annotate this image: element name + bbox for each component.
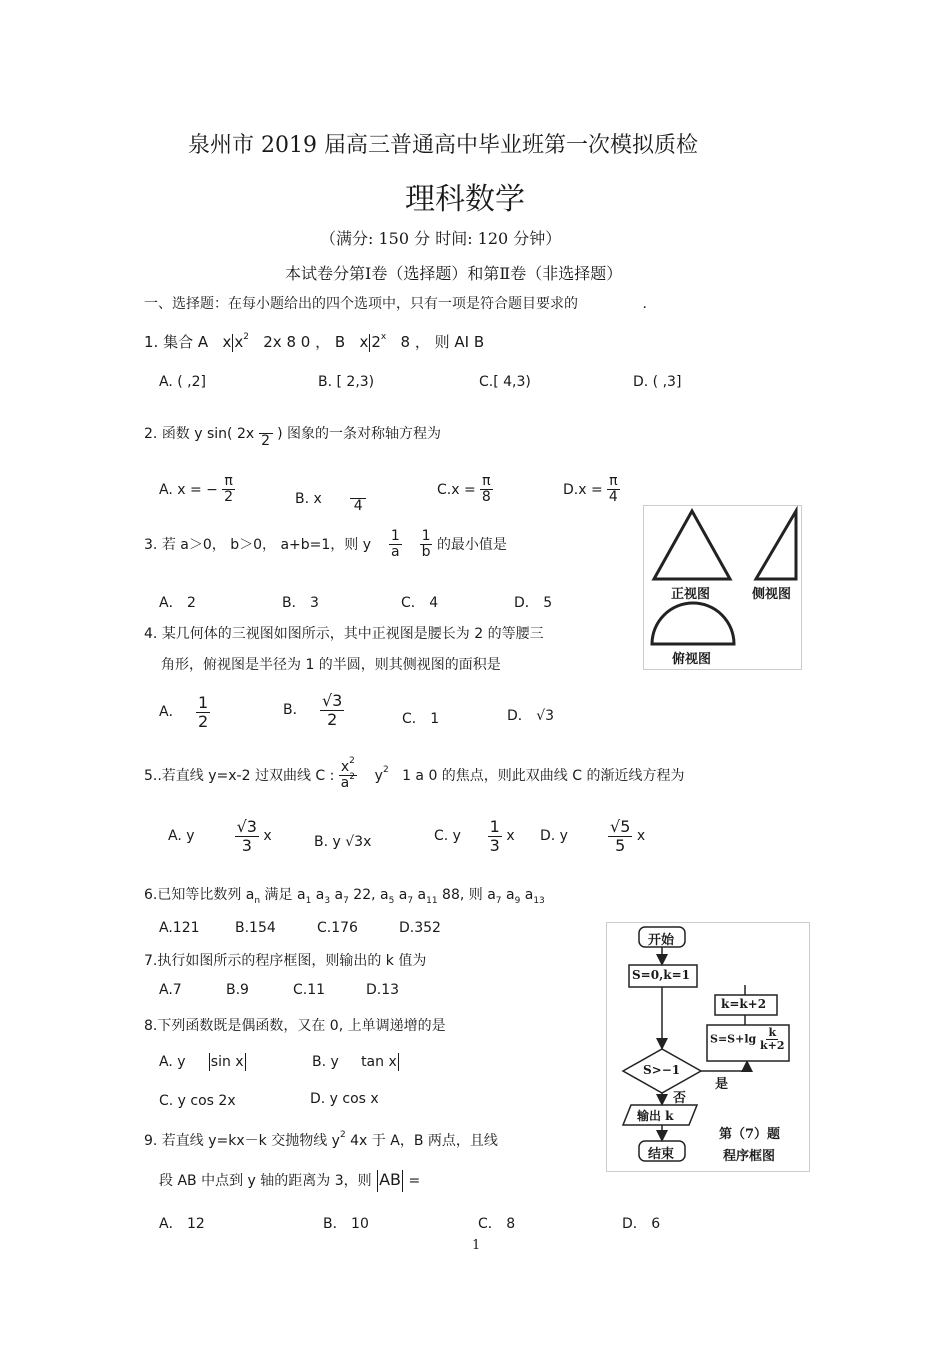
q3-d1: a [390,544,400,561]
flowchart-figure [606,922,810,1172]
abs-bar [209,1053,210,1071]
q2-a-num: π [224,473,233,489]
q4-line-2: 角形，俯视图是半径为 1 的半圆，则其侧视图的面积是 [161,657,501,673]
section-heading [144,293,647,313]
q4-a-pre: A． [159,704,183,721]
update-den: k+2 [760,1039,785,1053]
question-8: 8.下列函数既是偶函数，又在 0, 上单调递增的是 [144,1018,446,1034]
q8-a-pre: A. y [159,1054,186,1070]
q2-a-frac [222,474,234,506]
q9-ab: AB [379,1170,401,1189]
q6-sub1: 1 [305,896,312,906]
q3-option-a: A． 2 [159,595,196,611]
top-view-semicircle [652,603,734,644]
q9-eq: = [408,1173,421,1189]
q8-b-body: tan x [361,1054,397,1070]
abs-bar [245,1053,246,1071]
q8-option-c: C. y cos 2x [159,1093,236,1109]
q9-option-d: D． 6 [622,1216,661,1232]
question-1 [144,331,484,352]
side-view-label: 侧视图 [752,587,792,602]
q1-text-b: x [222,333,232,351]
q4-line-1: 某几何体的三视图如图所示，其中正视图是腰长为 2 的等腰三 [161,626,544,642]
q5-d-den: 5 [615,835,626,855]
exam-title: 泉州市 2019 届高三普通高中毕业班第一次模拟质检 [188,133,698,158]
q7-option-b: B.9 [226,982,249,998]
q9-option-a: A． 12 [159,1216,205,1232]
question-9 [144,1130,498,1150]
q2-tail: ) 图象的一条对称轴方程为 [277,425,441,442]
q3-frac-1 [389,529,402,561]
question-6 [144,884,545,904]
q1-option-c: C.[ 4,3) [479,374,531,390]
q5-y: y [374,767,383,784]
abs-bar [377,1170,378,1192]
q1-text-e: 8 ， 则 AI B [400,333,485,351]
q1-text-c: 2x 8 0 ， B [263,333,346,351]
q9-line-2 [159,1170,420,1192]
front-view-triangle [654,511,730,579]
three-view-figure [643,505,802,670]
question-3 [144,529,507,561]
question-2 [144,418,441,450]
q6-t5: 22, a [348,887,389,903]
update-pre: S=S+lg [710,1032,757,1046]
q5-a-den: 3 [241,835,252,855]
q6-sub7b: 7 [407,896,414,906]
q1-supx: x [380,332,387,342]
q6-sub9: 9 [514,896,521,906]
q9-option-c: C． 8 [478,1216,516,1232]
q5-d-frac [608,818,632,854]
q5-c-frac [488,818,502,854]
q4-b-num: √3 [321,691,343,710]
q7-option-c: C.11 [293,982,326,998]
q9-line-1: 9. 若直线 y=kx－k 交抛物线 y [144,1133,340,1149]
q6-sub11: 11 [426,896,438,906]
q2-a-den: 2 [224,489,234,506]
q4-number: 4. [144,626,158,642]
q2-option-a [159,474,235,506]
q4-b-frac [320,692,344,728]
q5-option-c [434,818,515,854]
q2-c-num: π [482,473,491,489]
q5-sup1: 2 [349,756,355,766]
q3-option-c: C． 4 [401,595,439,611]
q2-d-frac [607,474,619,506]
side-view-triangle [756,511,796,579]
q5-sup2: 2 [349,772,355,783]
q9-sup: 2 [339,1130,346,1140]
q6-t4: a [330,887,344,903]
q2-c-pre: C.x = [437,481,476,498]
end-label: 结束 [648,1147,675,1162]
condition-label: S>−1 [643,1063,681,1077]
q5-option-d [540,818,645,854]
q5-c-post: x [506,828,515,845]
q2-b-den: 4 [353,498,363,515]
q4-a-frac [196,694,210,730]
page-number: 1 [472,1238,481,1253]
q4-b-den: 2 [327,709,338,729]
q6-t6: a [394,887,408,903]
q9-line-1b: 4x 于 A，B 两点，且线 [345,1133,498,1149]
question-7: 7.执行如图所示的程序框图，则输出的 k 值为 [144,953,427,969]
q6-sub13: 13 [533,896,545,906]
q2-option-c [437,474,493,506]
q1-option-b: B. [ 2,3) [318,374,375,390]
q7-option-a: A.7 [159,982,182,998]
output-label: 输出 k [637,1109,674,1123]
q2-number: 2. [144,425,158,442]
q2-b-frac [350,483,366,515]
q5-aden: a [340,775,350,792]
yes-label: 是 [715,1077,729,1092]
q5-a-pre: A. y [168,828,195,845]
q1-number: 1. [144,333,159,351]
q2-c-frac [480,474,492,506]
q3-n1: 1 [390,528,400,544]
q5-frac [339,756,357,792]
top-view-label: 俯视图 [672,652,712,667]
q4-a-den: 2 [197,711,209,731]
exam-info: （满分: 150 分 时间: 120 分钟） [320,229,562,248]
subject-title: 理科数学 [405,182,525,217]
q5-a-num: √3 [236,817,257,836]
q5-text: 5..若直线 y=x-2 过双曲线 C : [144,767,335,784]
q6-t7: a [413,887,427,903]
q9-option-b: B． 10 [323,1216,369,1232]
q2-option-d [563,474,620,506]
q3-tail: 的最小值是 [436,536,507,553]
q3-option-b: B． 3 [282,595,319,611]
q5-option-b: B. y √3x [314,834,372,850]
q3-n2: 1 [421,528,431,544]
q6-sub7: 7 [343,896,349,906]
q5-sup3: 2 [382,764,389,775]
update-num: k [768,1026,777,1039]
q2-d-den: 4 [608,489,618,506]
q6-t1: 6.已知等比数列 a [144,887,255,903]
q4-b-pre: B． [283,702,307,719]
front-view-label: 正视图 [671,587,711,602]
q9-line-2-text: 段 AB 中点到 y 轴的距离为 3，则 [159,1173,372,1189]
q5-xnum: x [340,759,350,775]
q5-d-num: √5 [610,817,631,836]
q3-number: 3. [144,536,158,553]
q6-sub3: 3 [324,896,331,906]
q5-c-den: 3 [489,835,500,855]
q5-tail: 1 a 0 的焦点，则此双曲线 C 的渐近线方程为 [402,767,685,784]
q2-c-den: 8 [481,489,491,506]
q5-a-post: x [263,828,272,845]
q5-d-post: x [636,828,646,845]
q5-a-frac [235,818,259,854]
q2-d-pre: D.x = [563,481,603,498]
q8-a-body: sin x [210,1054,244,1070]
q6-sub5: 5 [388,896,395,906]
update-frac [760,1027,785,1052]
no-label: 否 [673,1091,687,1106]
q6-t9: a [501,887,515,903]
q6-t3: a [311,887,325,903]
q2-text: 函数 y sin( 2x [161,425,255,442]
q6-option-c: C.176 [317,920,358,936]
q1-option-a: A. ( ,2] [159,374,206,390]
section-text: 一、选择题：在每小题给出的四个选项中，只有一项是符合题目要求的 [144,296,578,312]
q6-t10: a [520,887,534,903]
q3-frac-2 [420,529,433,561]
section-dot: . [642,296,647,312]
q6-option-a: A.121 [159,920,200,936]
q4-a-num: 1 [197,693,209,712]
q3-option-d: D． 5 [514,595,553,611]
q6-t8: 88, 则 a [437,887,496,903]
question-4 [144,623,544,643]
q6-option-d: D.352 [399,920,441,936]
q8-option-a [159,1053,247,1071]
caption-line-1: 第（7）题 [719,1127,781,1142]
init-label: S=0,k=1 [632,968,690,982]
q3-d2: b [421,544,431,561]
q1-sup2: 2 [243,332,249,342]
paper-structure: 本试卷分第Ⅰ卷（选择题）和第Ⅱ卷（非选择题） [285,264,623,283]
q8-option-b [312,1053,400,1071]
q8-b-pre: B. y [312,1054,339,1070]
q4-option-d: D． √3 [507,708,555,724]
q6-option-b: B.154 [235,920,276,936]
q2-option-b [295,483,366,515]
question-5 [144,756,685,792]
q1-text-d: x [359,333,369,351]
q3-text: 若 a＞0， b＞0， a+b=1，则 y [161,536,372,553]
q5-c-pre: C. y [434,828,461,845]
q1-two: 2 [371,333,381,351]
q6-t2: 满足 a [260,887,306,903]
abs-bar [402,1170,403,1192]
q8-option-d: D. y cos x [310,1091,379,1107]
q2-d-num: π [609,473,618,489]
update-label [710,1027,785,1052]
q6-sub7c: 7 [495,896,502,906]
q4-option-b [283,692,344,728]
q6-sub-n: n [254,896,261,906]
start-label: 开始 [648,933,675,948]
q1-text-a: 集合 A [163,333,209,351]
q5-c-num: 1 [489,817,500,836]
q2-fraction [259,418,273,450]
caption-line-2: 程序框图 [723,1149,776,1164]
q2-b-pre: B. x [295,490,322,507]
q2-a-pre: A. x = − [159,481,218,498]
increment-label: k=k+2 [721,997,767,1011]
q7-option-d: D.13 [366,982,400,998]
q2-den: 2 [261,433,271,450]
q1-option-d: D. ( ,3] [633,374,682,390]
q4-option-a [159,694,210,730]
q5-d-pre: D. y [540,828,568,845]
abs-bar [398,1053,399,1071]
q5-option-a [168,818,272,854]
q4-option-c: C． 1 [402,711,440,727]
q1-x2: x [234,333,244,351]
